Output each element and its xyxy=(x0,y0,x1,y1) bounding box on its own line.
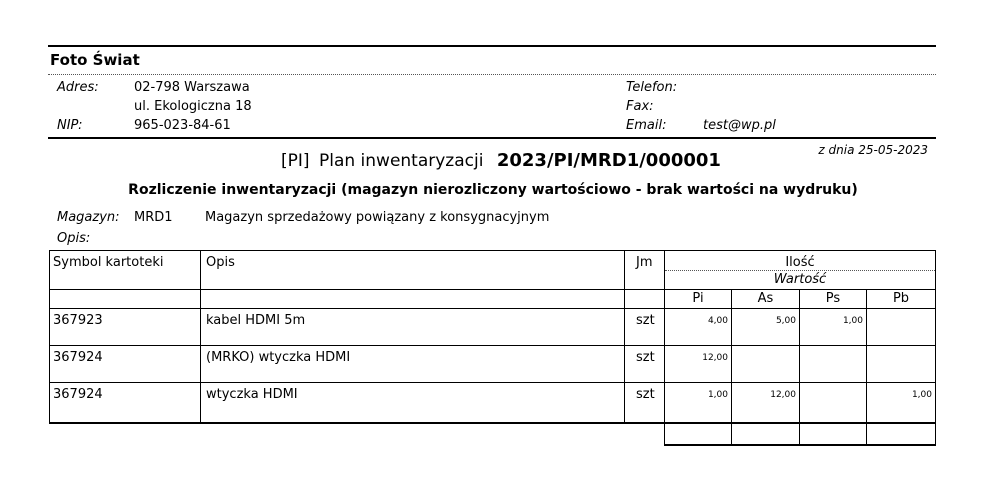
header-description: Opis xyxy=(206,255,235,270)
warehouse-code: MRD1 xyxy=(134,210,173,225)
table-row-divider-1 xyxy=(49,345,936,346)
row-unit: szt xyxy=(636,313,655,328)
fax-label: Fax: xyxy=(626,99,654,114)
row-unit: szt xyxy=(636,350,655,365)
warehouse-name: Magazyn sprzedażowy powiązany z konsygnacyjnym xyxy=(205,210,550,225)
row-description: (MRKO) wtyczka HDMI xyxy=(206,350,351,365)
table-header-divider xyxy=(49,289,936,290)
table-col-divider-unit xyxy=(624,250,625,423)
warehouse-label: Magazyn: xyxy=(57,210,120,225)
row-unit: szt xyxy=(636,387,655,402)
table-subheader-divider xyxy=(49,308,936,309)
document-number: 2023/PI/MRD1/000001 xyxy=(496,150,721,171)
header-unit: Jm xyxy=(636,255,653,270)
header-pb: Pb xyxy=(892,291,910,306)
row-as: 12,00 xyxy=(770,390,796,400)
row-description: wtyczka HDMI xyxy=(206,387,298,402)
qty-value-divider xyxy=(665,270,935,271)
description-label: Opis: xyxy=(57,231,91,246)
header-ps: Ps xyxy=(825,291,841,306)
header-pi: Pi xyxy=(692,291,704,306)
header-quantity: Ilość xyxy=(785,255,815,270)
table-body-bottom xyxy=(49,422,936,424)
table-border-right xyxy=(935,250,936,446)
row-as: 5,00 xyxy=(775,316,796,326)
row-pb: 1,00 xyxy=(911,390,932,400)
address-line2: ul. Ekologiczna 18 xyxy=(134,99,252,114)
header-value: Wartość xyxy=(773,272,827,287)
row-pi: 1,00 xyxy=(707,390,728,400)
document-title xyxy=(0,150,1002,171)
header-divider xyxy=(48,74,936,75)
document-type-name: Plan inwentaryzacji xyxy=(318,151,484,171)
email-label: Email: xyxy=(626,118,667,133)
table-summary-bottom xyxy=(664,444,936,446)
document-type-code: [PI] xyxy=(281,151,310,171)
company-name: Foto Świat xyxy=(50,51,140,69)
header-symbol: Symbol kartoteki xyxy=(53,255,164,270)
email-value: test@wp.pl xyxy=(703,118,776,133)
row-symbol: 367924 xyxy=(53,350,103,365)
document-subtitle: Rozliczenie inwentaryzacji (magazyn nierozliczony wartościowo - brak wartości na wydruku) xyxy=(128,182,858,198)
address-line1: 02-798 Warszawa xyxy=(134,80,250,95)
row-ps: 1,00 xyxy=(842,316,863,326)
table-border-left xyxy=(49,250,50,423)
phone-label: Telefon: xyxy=(626,80,678,95)
table-col-divider-desc xyxy=(200,250,201,423)
row-symbol: 367924 xyxy=(53,387,103,402)
row-description: kabel HDMI 5m xyxy=(206,313,306,328)
header-bottom-rule xyxy=(48,137,936,139)
row-symbol: 367923 xyxy=(53,313,103,328)
top-rule xyxy=(48,45,936,47)
nip-label: NIP: xyxy=(57,118,83,133)
table-border-top xyxy=(49,250,936,251)
nip-value: 965-023-84-61 xyxy=(134,118,231,133)
header-as: As xyxy=(757,291,774,306)
row-pi: 12,00 xyxy=(702,353,728,363)
address-label: Adres: xyxy=(57,80,99,95)
table-row-divider-2 xyxy=(49,382,936,383)
row-pi: 4,00 xyxy=(707,316,728,326)
document-date: z dnia 25-05-2023 xyxy=(818,143,928,157)
